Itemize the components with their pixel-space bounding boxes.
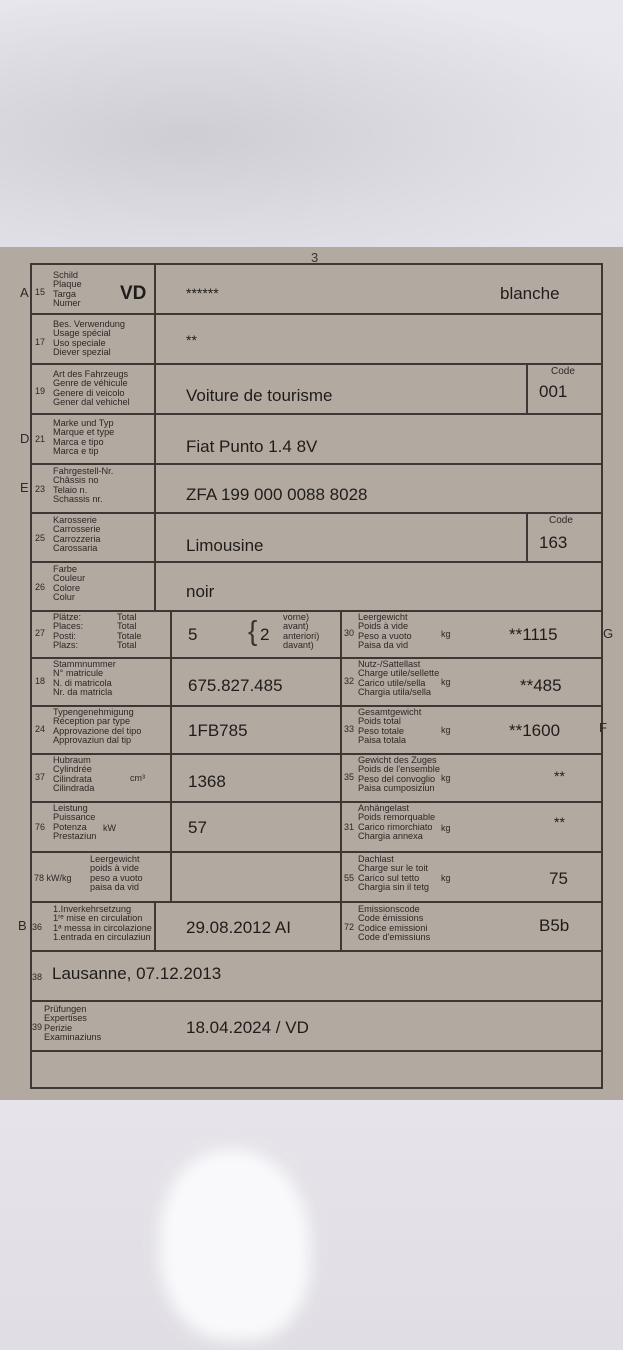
special-use-label: Bes. Verwendung Usage spécial Uso speciale Diever spezial [53, 319, 126, 357]
empty-weight-label: Leergewicht Poids à vide Peso a vuoto Paisa da vid [358, 612, 412, 650]
seats-label: Plätze: Places: Posti: Plazs: [53, 612, 84, 650]
field-number-23: 23 [35, 484, 46, 494]
side-letter-f: F [599, 720, 607, 735]
roof-load-value: 75 [549, 869, 568, 888]
chassis-label: Fahrgestell-Nr. Châssis no Telaio n. Schassis nr. [53, 466, 114, 504]
background-shadow-top [0, 0, 623, 250]
field-number-39: 39 [32, 1022, 43, 1032]
total-weight-value: **1600 [509, 721, 561, 740]
emission-code-label: Emissionscode Code émissions Codice emissioni Code d'emissiuns [358, 904, 431, 942]
field-number-21: 21 [35, 434, 46, 444]
side-letter-g: G [603, 626, 614, 641]
seats-front-value: 2 [260, 625, 270, 644]
field-number-55: 55 [344, 873, 355, 883]
first-registration-value: 29.08.2012 AI [186, 918, 291, 937]
power-label: Leistung Puissance Potenza Prestaziun [53, 803, 97, 841]
chassis-value: ZFA 199 000 0088 8028 [186, 485, 368, 504]
color-value: noir [186, 582, 215, 601]
inspections-label: Prüfungen Expertises Perizie Examinaziuns [44, 1004, 102, 1042]
row-divider [30, 851, 603, 853]
towing-weight-label: Anhängelast Poids remorquable Carico rimorchiato Chargia annexa [358, 803, 436, 841]
master-number-label: Stammnummer N° matricule N. di matricola Nr. da matricla [53, 659, 116, 697]
first-registration-label: 1.Inverkehrsetzung 1ʳᵉ mise en circulation 1ᵃ messa in circolazione 1.entrada en circulaziun [53, 904, 152, 942]
canton-value: VD [120, 283, 147, 304]
field-number-78: 78 kW/kg [34, 873, 72, 883]
field-number-38: 38 [32, 972, 43, 982]
displacement-label: Hubraum Cylindrée Cilindrata Cilindrada [53, 755, 95, 793]
field-number-36: 36 [32, 922, 43, 932]
field-number-32: 32 [344, 676, 355, 686]
field-number-30: 30 [344, 628, 355, 638]
col-divider [154, 263, 156, 313]
field-number-37: 37 [35, 772, 46, 782]
field-number-72: 72 [344, 922, 355, 932]
payload-value: **485 [520, 676, 562, 695]
inspection-value: 18.04.2024 / VD [186, 1018, 309, 1037]
total-weight-label: Gesamtgewicht Poids total Peso totale Paisa totala [358, 707, 422, 745]
vehicle-type-label: Art des Fahrzeugs Genre de véhicule Genere di veicolo Gener dal vehichel [53, 369, 130, 407]
special-use-value: ** [186, 332, 197, 348]
place-date-value: Lausanne, 07.12.2013 [52, 964, 222, 983]
vehicle-type-value: Voiture de tourisme [186, 386, 333, 405]
plate-label: Schild Plaque Targa Numer [53, 270, 82, 308]
row-divider [30, 313, 603, 315]
unit-kw: kW [103, 823, 116, 833]
row-divider [30, 801, 603, 803]
col-divider [340, 610, 342, 951]
color-label: Farbe Couleur Colore Colur [53, 564, 86, 602]
plate-value: ****** [186, 285, 219, 301]
displacement-value: 1368 [188, 772, 226, 791]
empty-weight-value: **1115 [509, 625, 558, 644]
field-number-25: 25 [35, 533, 46, 543]
row-divider [30, 512, 603, 514]
make-type-label: Marke und Typ Marque et type Marca e tipo Marca e tip [53, 418, 115, 456]
col-divider [154, 313, 156, 611]
field-number-15: 15 [35, 287, 46, 297]
row-divider [30, 950, 603, 952]
field-number-31: 31 [344, 822, 355, 832]
row-divider [30, 1000, 603, 1002]
code-label: Code [549, 515, 573, 526]
vehicle-type-code: 001 [539, 382, 568, 401]
field-number-27: 27 [35, 628, 46, 638]
body-code: 163 [539, 533, 568, 552]
unit-kg: kg [441, 677, 451, 687]
plate-color-value: blanche [500, 284, 560, 303]
col-divider [154, 901, 156, 950]
body-value: Limousine [186, 536, 264, 555]
row-divider [30, 561, 603, 563]
field-number-19: 19 [35, 386, 46, 396]
unit-kg: kg [441, 873, 451, 883]
train-weight-value: ** [554, 768, 565, 784]
unit-cm3: cm³ [130, 773, 145, 783]
field-number-33: 33 [344, 724, 355, 734]
code-divider [526, 363, 528, 413]
power-value: 57 [188, 818, 207, 837]
page-number: 3 [311, 250, 319, 265]
unit-kg: kg [441, 823, 451, 833]
seats-total-value: 5 [188, 625, 198, 644]
row-letter-b: B [18, 918, 27, 933]
col-divider [170, 610, 172, 901]
row-divider [30, 463, 603, 465]
row-letter-a: A [20, 285, 29, 300]
unit-kg: kg [441, 725, 451, 735]
field-number-26: 26 [35, 582, 46, 592]
background-bottom [0, 1100, 623, 1350]
row-divider [30, 901, 603, 903]
row-letter-d: D [20, 431, 30, 446]
field-number-24: 24 [35, 724, 46, 734]
type-approval-value: 1FB785 [188, 721, 248, 740]
towing-weight-value: ** [554, 814, 565, 830]
power-weight-label: Leergewicht poids à vide peso a vuoto paisa da vid [90, 854, 143, 892]
type-approval-label: Typengenehmigung Réception par type Approvazione del tipo Approvaziun dal tip [53, 707, 142, 745]
code-divider [526, 512, 528, 561]
code-label: Code [551, 366, 575, 377]
bracket-icon: { [248, 615, 258, 646]
field-number-17: 17 [35, 337, 46, 347]
row-divider [30, 657, 603, 659]
row-divider [30, 413, 603, 415]
field-number-18: 18 [35, 676, 46, 686]
seats-total-label: Total Total Totale Total [117, 612, 142, 650]
unit-kg: kg [441, 773, 451, 783]
field-number-35: 35 [344, 772, 355, 782]
seats-front-label: vorne) avant) anteriori) davant) [283, 612, 320, 650]
row-divider [30, 363, 603, 365]
master-number-value: 675.827.485 [188, 676, 283, 695]
row-divider [30, 1050, 603, 1052]
emission-code-value: B5b [539, 916, 570, 935]
body-label: Karosserie Carrosserie Carrozzeria Carossaria [53, 515, 101, 553]
row-divider [30, 610, 603, 612]
unit-kg: kg [441, 629, 451, 639]
field-number-76: 76 [35, 822, 46, 832]
roof-load-label: Dachlast Charge sur le toit Carico sul tetto Chargia sin il tetg [358, 854, 429, 892]
train-weight-label: Gewicht des Zuges Poids de l'ensemble Peso del convoglio Paisa cumposiziun [358, 755, 440, 793]
payload-label: Nutz-/Sattellast Charge utile/sellette Carico utile/sella Chargia utila/sella [358, 659, 440, 697]
row-divider [30, 753, 603, 755]
row-letter-e: E [20, 480, 29, 495]
light-glare [160, 1150, 310, 1340]
make-type-value: Fiat Punto 1.4 8V [186, 437, 318, 456]
